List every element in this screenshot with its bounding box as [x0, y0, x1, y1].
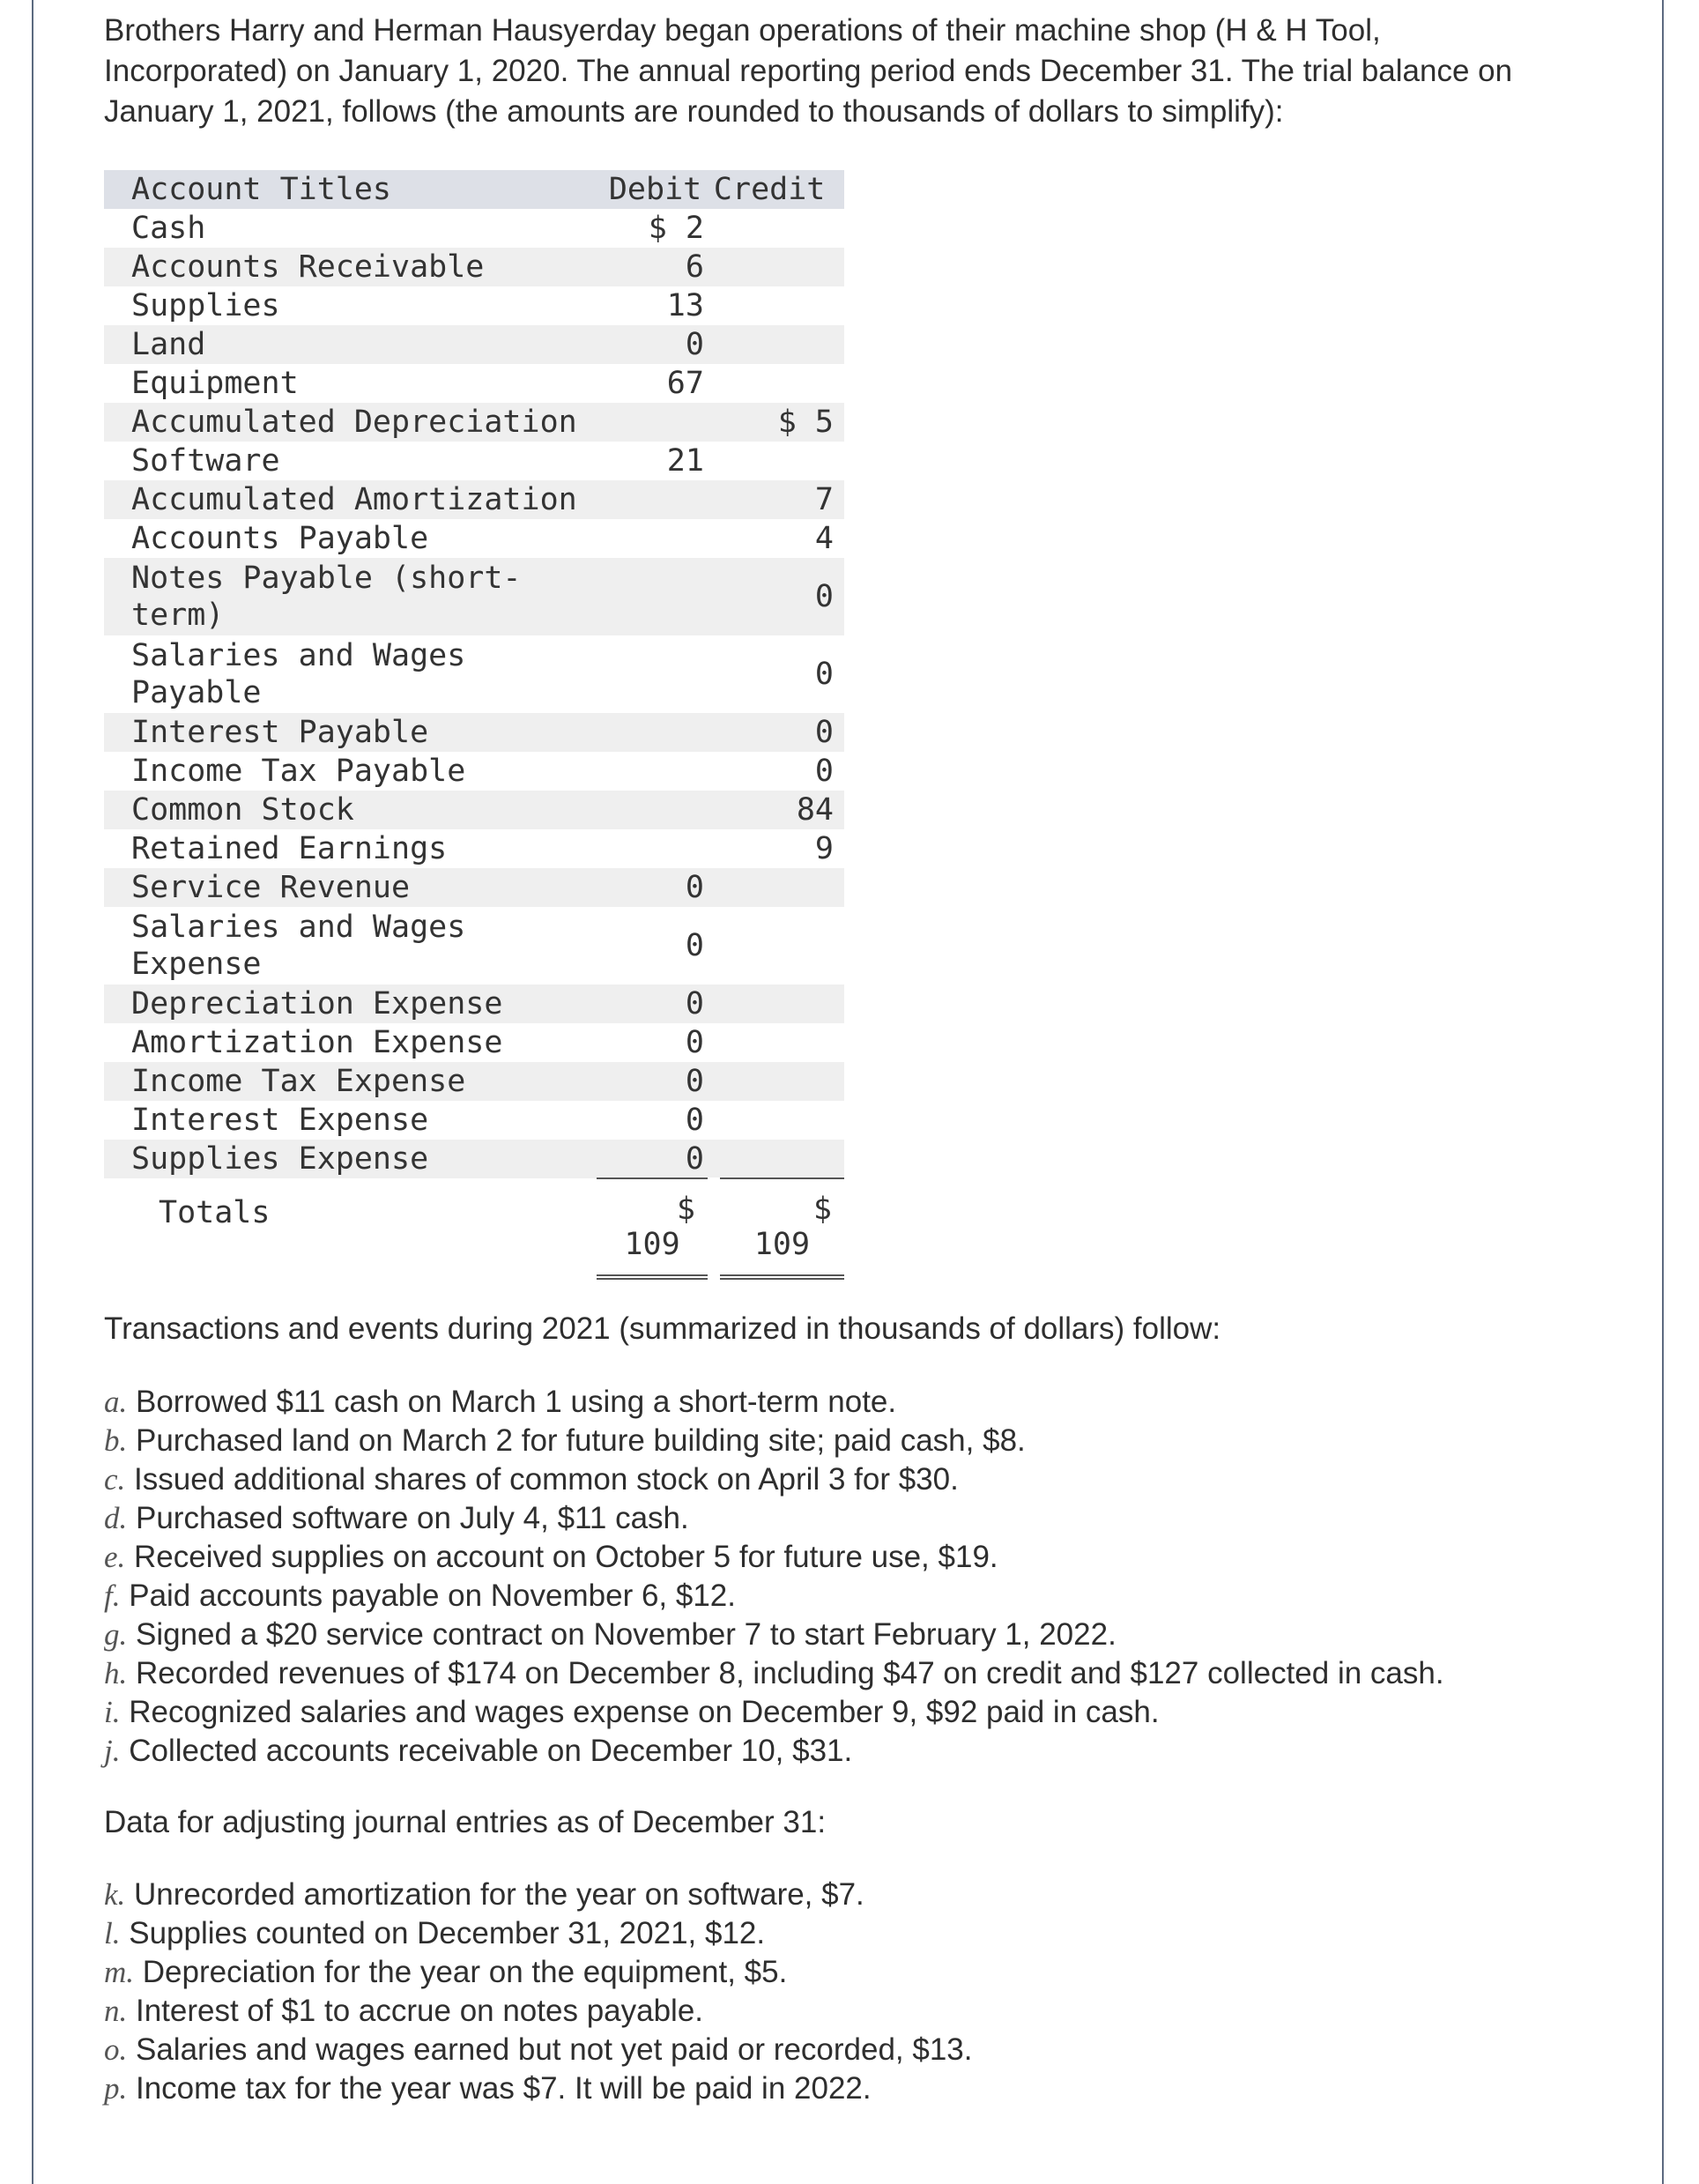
credit-amount: 7	[814, 482, 834, 517]
debit-amount: 67	[666, 366, 704, 401]
table-row	[104, 364, 844, 403]
account-title	[104, 558, 597, 635]
item-text: Supplies counted on December 31, 2021, $12.	[129, 1916, 766, 1950]
debit-amount: 21	[666, 443, 704, 479]
account-title: Amortization Expense	[131, 1025, 503, 1060]
intro-line-2: Incorporated) on January 1, 2020. The annual reporting period ends December 31. The trial balance on	[104, 54, 1513, 88]
account-title: Accounts Payable	[131, 521, 429, 556]
item-letter: p.	[104, 2071, 128, 2106]
item-text: Interest of $1 to accrue on notes payable.	[135, 1994, 704, 2028]
list-item	[104, 2031, 1655, 2069]
list-item	[104, 2069, 1655, 2108]
account-title: Service Revenue	[131, 870, 411, 905]
list-item	[104, 1693, 1655, 1732]
trial-balance-table	[104, 170, 844, 1280]
transactions-heading: Transactions and events during 2021 (summarized in thousands of dollars) follow:	[104, 1311, 1221, 1346]
item-text: Purchased land on March 2 for future building site; paid cash, $8.	[135, 1423, 1026, 1458]
table-row	[104, 868, 844, 907]
intro-line-1: Brothers Harry and Herman Hausyerday began operations of their machine shop (H & H Tool,	[104, 13, 1381, 48]
item-letter: e.	[104, 1540, 126, 1574]
credit-amount	[714, 325, 844, 364]
table-row	[104, 519, 844, 558]
list-item	[104, 1616, 1655, 1654]
list-item	[104, 1422, 1655, 1460]
item-text: Paid accounts payable on November 6, $12.	[129, 1579, 736, 1613]
account-title: Accumulated Amortization	[131, 482, 577, 517]
item-text: Issued additional shares of common stock on April 3 for $30.	[134, 1462, 959, 1497]
debit-total	[597, 1178, 714, 1277]
account-title-line-1: Salaries and Wages	[131, 910, 466, 945]
credit-amount	[714, 209, 844, 248]
list-item	[104, 1992, 1655, 2031]
item-letter: o.	[104, 2032, 128, 2067]
table-row	[104, 209, 844, 248]
table-row	[104, 752, 844, 791]
item-letter: h.	[104, 1656, 128, 1690]
intro-line-3: January 1, 2021, follows (the amounts are rounded to thousands of dollars to simplify):	[104, 94, 1284, 129]
debit-amount: 0	[685, 1140, 704, 1177]
item-letter: b.	[104, 1423, 128, 1458]
item-text: Unrecorded amortization for the year on software, $7.	[134, 1877, 864, 1912]
account-title: Interest Payable	[131, 715, 429, 750]
header-debit: Debit	[608, 172, 702, 207]
table-row	[104, 635, 844, 713]
debit-amount	[597, 403, 714, 442]
account-title: Income Tax Payable	[131, 754, 466, 789]
account-title-line-1: Notes Payable (short-	[131, 561, 522, 596]
item-text: Salaries and wages earned but not yet paid or recorded, $13.	[135, 2032, 973, 2067]
debit-amount	[597, 752, 714, 791]
item-text: Depreciation for the year on the equipment, $5.	[142, 1955, 788, 1989]
debit-amount: $ 2	[648, 211, 704, 246]
table-row	[104, 1101, 844, 1140]
account-title-line-2: term)	[131, 598, 225, 633]
table-row	[104, 1062, 844, 1101]
header-account-titles: Account Titles	[131, 172, 392, 207]
account-title-line-1: Salaries and Wages	[131, 638, 466, 673]
debit-amount	[597, 635, 714, 713]
table-row	[104, 248, 844, 286]
item-text: Collected accounts receivable on December 10, $31.	[129, 1734, 853, 1768]
account-title: Income Tax Expense	[131, 1064, 466, 1099]
credit-amount	[714, 1023, 844, 1062]
credit-total	[714, 1178, 844, 1277]
table-row	[104, 286, 844, 325]
credit-amount	[714, 248, 844, 286]
credit-amount	[714, 1140, 844, 1178]
debit-amount: 0	[685, 1064, 704, 1099]
item-text: Received supplies on account on October 5 for future use, $19.	[134, 1540, 998, 1574]
table-row	[104, 558, 844, 635]
credit-amount	[714, 907, 844, 984]
debit-amount: 0	[685, 327, 704, 362]
trial-balance-header-row	[104, 170, 844, 209]
account-title: Common Stock	[131, 792, 354, 828]
item-letter: n.	[104, 1994, 128, 2028]
credit-amount: 84	[796, 792, 834, 828]
account-title	[104, 635, 597, 713]
credit-amount: 0	[814, 579, 834, 614]
item-text: Income tax for the year was $7. It will be paid in 2022.	[135, 2071, 872, 2106]
account-title: Interest Expense	[131, 1103, 429, 1138]
credit-amount: 9	[814, 831, 834, 866]
table-row	[104, 713, 844, 752]
list-item	[104, 1460, 1655, 1499]
item-letter: g.	[104, 1617, 128, 1652]
list-item	[104, 1953, 1655, 1992]
credit-amount	[714, 442, 844, 480]
debit-amount: 6	[685, 249, 704, 285]
debit-amount	[597, 791, 714, 829]
intro-paragraph	[104, 11, 1620, 132]
credit-amount	[714, 868, 844, 907]
credit-amount	[714, 286, 844, 325]
list-item	[104, 1876, 1655, 1914]
credit-total-dollar-sign: $	[812, 1192, 832, 1227]
item-letter: d.	[104, 1501, 128, 1535]
debit-amount	[597, 713, 714, 752]
account-title: Supplies Expense	[131, 1141, 429, 1177]
account-title: Cash	[131, 211, 206, 246]
account-title-line-2: Payable	[131, 675, 262, 710]
table-row	[104, 480, 844, 519]
credit-amount	[714, 1062, 844, 1101]
debit-amount: 0	[685, 1025, 704, 1060]
credit-amount	[714, 984, 844, 1023]
header-credit: Credit	[713, 172, 826, 207]
table-row	[104, 325, 844, 364]
list-item	[104, 1577, 1655, 1616]
table-row	[104, 1023, 844, 1062]
debit-amount	[597, 829, 714, 868]
account-title: Land	[131, 327, 206, 362]
item-letter: l.	[104, 1916, 121, 1950]
debit-amount	[597, 558, 714, 635]
table-row	[104, 1140, 844, 1178]
totals-row	[104, 1178, 844, 1277]
debit-amount	[597, 480, 714, 519]
debit-amount: 0	[685, 986, 704, 1021]
list-item	[104, 1914, 1655, 1953]
account-title	[104, 907, 597, 984]
account-title: Depreciation Expense	[131, 986, 503, 1021]
item-text: Purchased software on July 4, $11 cash.	[135, 1501, 689, 1535]
table-row	[104, 403, 844, 442]
credit-amount: 4	[814, 521, 834, 556]
table-row	[104, 829, 844, 868]
debit-total-dollar-sign: $	[676, 1192, 695, 1227]
credit-amount: $ 5	[777, 405, 834, 440]
item-text: Signed a $20 service contract on November 7 to start February 1, 2022.	[135, 1617, 1117, 1652]
list-item	[104, 1654, 1655, 1693]
credit-amount	[714, 1101, 844, 1140]
list-item	[104, 1732, 1655, 1771]
table-row	[104, 442, 844, 480]
item-letter: c.	[104, 1462, 126, 1497]
debit-amount: 13	[666, 288, 704, 323]
item-letter: k.	[104, 1877, 126, 1912]
item-text: Borrowed $11 cash on March 1 using a short-term note.	[135, 1385, 897, 1419]
list-item	[104, 1499, 1655, 1538]
adjustments-heading: Data for adjusting journal entries as of December 31:	[104, 1805, 827, 1839]
item-letter: f.	[104, 1579, 121, 1613]
totals-label: Totals	[159, 1195, 271, 1230]
table-row	[104, 907, 844, 984]
account-title: Accumulated Depreciation	[131, 405, 577, 440]
list-item	[104, 1538, 1655, 1577]
table-row	[104, 984, 844, 1023]
credit-amount: 0	[814, 715, 834, 750]
item-letter: a.	[104, 1385, 128, 1419]
debit-amount	[597, 519, 714, 558]
item-letter: i.	[104, 1695, 121, 1729]
credit-total-value: 109	[753, 1227, 811, 1262]
item-text: Recognized salaries and wages expense on December 9, $92 paid in cash.	[129, 1695, 1160, 1729]
account-title-line-2: Expense	[131, 947, 262, 982]
credit-amount	[714, 364, 844, 403]
account-title: Equipment	[131, 366, 299, 401]
transactions-list	[104, 1383, 1655, 1771]
account-title: Accounts Receivable	[131, 249, 485, 285]
debit-amount: 0	[685, 870, 704, 905]
debit-amount: 0	[685, 928, 704, 963]
item-text: Recorded revenues of $174 on December 8, including $47 on credit and $127 collected in cash.	[135, 1656, 1444, 1690]
account-title: Supplies	[131, 288, 280, 323]
credit-amount: 0	[814, 657, 834, 692]
list-item	[104, 1383, 1655, 1422]
adjustments-list	[104, 1876, 1655, 2108]
item-letter: j.	[104, 1734, 121, 1768]
table-row	[104, 791, 844, 829]
item-letter: m.	[104, 1955, 135, 1989]
credit-amount: 0	[814, 754, 834, 789]
debit-total-value: 109	[624, 1227, 680, 1262]
account-title: Software	[131, 443, 280, 479]
debit-amount: 0	[685, 1103, 704, 1138]
account-title: Retained Earnings	[131, 831, 448, 866]
